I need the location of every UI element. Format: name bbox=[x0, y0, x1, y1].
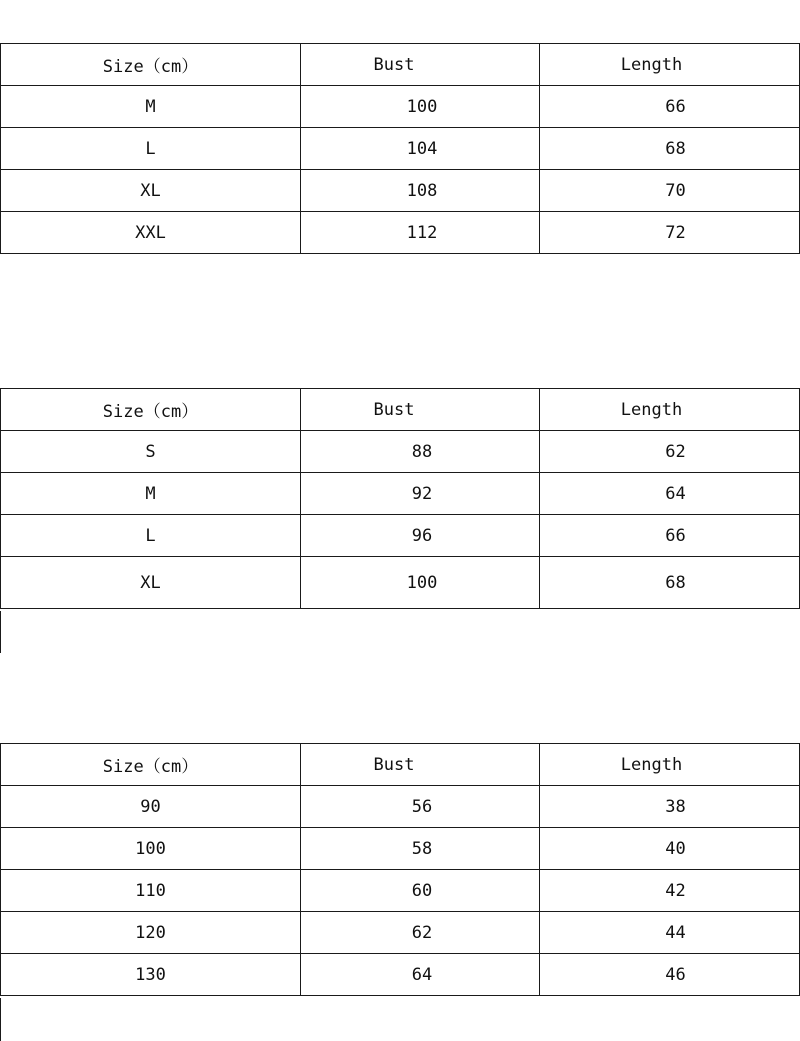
header-size bbox=[1, 389, 301, 431]
bust-cell bbox=[301, 515, 540, 557]
bust-value: 60 bbox=[411, 880, 433, 901]
table-header-row bbox=[1, 44, 800, 86]
length-cell bbox=[540, 786, 800, 828]
size-cell bbox=[1, 431, 301, 473]
size-cell bbox=[1, 954, 301, 996]
length-value: 40 bbox=[665, 838, 686, 859]
length-value: 44 bbox=[665, 922, 686, 943]
table-row bbox=[1, 828, 800, 870]
table-row bbox=[1, 515, 800, 557]
header-size-label: Size（cm） bbox=[102, 57, 199, 77]
header-length bbox=[540, 44, 800, 86]
table-row bbox=[1, 557, 800, 609]
length-cell bbox=[540, 86, 800, 128]
bust-value: 56 bbox=[411, 796, 433, 817]
length-value: 68 bbox=[665, 572, 686, 593]
header-length-label: Length bbox=[620, 54, 683, 75]
length-value: 66 bbox=[665, 525, 686, 546]
header-length-label: Length bbox=[620, 754, 683, 775]
length-value: 64 bbox=[665, 483, 686, 504]
bust-value: 92 bbox=[411, 483, 433, 504]
header-bust-label: Bust bbox=[373, 754, 415, 775]
size-cell bbox=[1, 86, 301, 128]
header-length bbox=[540, 389, 800, 431]
bust-cell bbox=[301, 473, 540, 515]
length-value: 46 bbox=[665, 964, 686, 985]
bust-value: 112 bbox=[406, 222, 438, 243]
table-row bbox=[1, 473, 800, 515]
size-cell bbox=[1, 128, 301, 170]
length-cell bbox=[540, 473, 800, 515]
length-cell bbox=[540, 870, 800, 912]
size-value: XXL bbox=[135, 222, 166, 243]
length-value: 68 bbox=[665, 138, 686, 159]
bust-cell bbox=[301, 431, 540, 473]
size-cell bbox=[1, 870, 301, 912]
bust-cell bbox=[301, 912, 540, 954]
table-edge-divider bbox=[0, 998, 1, 1041]
bust-cell bbox=[301, 170, 540, 212]
length-cell bbox=[540, 515, 800, 557]
size-value: M bbox=[145, 96, 156, 117]
bust-value: 104 bbox=[406, 138, 438, 159]
header-size bbox=[1, 44, 301, 86]
bust-cell bbox=[301, 786, 540, 828]
header-size-label: Size（cm） bbox=[102, 402, 199, 422]
bust-value: 62 bbox=[411, 922, 433, 943]
size-cell bbox=[1, 473, 301, 515]
size-cell bbox=[1, 912, 301, 954]
size-value: XL bbox=[140, 180, 161, 201]
size-cell bbox=[1, 170, 301, 212]
length-cell bbox=[540, 828, 800, 870]
size-value: XL bbox=[140, 572, 161, 593]
size-value: M bbox=[145, 483, 156, 504]
header-bust bbox=[301, 44, 540, 86]
size-value: 100 bbox=[135, 838, 166, 859]
bust-value: 64 bbox=[411, 964, 433, 985]
header-size-label: Size（cm） bbox=[102, 757, 199, 777]
size-value: L bbox=[145, 525, 156, 546]
bust-cell bbox=[301, 557, 540, 609]
header-bust bbox=[301, 744, 540, 786]
bust-cell bbox=[301, 128, 540, 170]
bust-value: 58 bbox=[411, 838, 433, 859]
table-row bbox=[1, 912, 800, 954]
size-value: L bbox=[145, 138, 156, 159]
size-cell bbox=[1, 557, 301, 609]
length-value: 42 bbox=[665, 880, 686, 901]
length-cell bbox=[540, 170, 800, 212]
size-chart-table-2 bbox=[0, 388, 800, 609]
length-cell bbox=[540, 912, 800, 954]
bust-value: 88 bbox=[411, 441, 433, 462]
length-value: 66 bbox=[665, 96, 686, 117]
header-bust-label: Bust bbox=[373, 54, 415, 75]
bust-cell bbox=[301, 212, 540, 254]
table-header-row bbox=[1, 744, 800, 786]
bust-value: 108 bbox=[406, 180, 438, 201]
size-value: 120 bbox=[135, 922, 166, 943]
bust-cell bbox=[301, 86, 540, 128]
bust-value: 100 bbox=[406, 572, 438, 593]
size-value: S bbox=[145, 441, 156, 462]
table-edge-divider bbox=[0, 611, 1, 653]
size-value: 90 bbox=[140, 796, 161, 817]
length-cell bbox=[540, 212, 800, 254]
bust-cell bbox=[301, 828, 540, 870]
table-row bbox=[1, 128, 800, 170]
length-value: 70 bbox=[665, 180, 686, 201]
size-chart-table-1 bbox=[0, 43, 800, 254]
size-cell bbox=[1, 828, 301, 870]
table-row bbox=[1, 170, 800, 212]
bust-value: 96 bbox=[411, 525, 433, 546]
table-row bbox=[1, 431, 800, 473]
length-value: 62 bbox=[665, 441, 686, 462]
table-row bbox=[1, 954, 800, 996]
length-cell bbox=[540, 954, 800, 996]
bust-value: 100 bbox=[406, 96, 438, 117]
table-row bbox=[1, 212, 800, 254]
table-row bbox=[1, 786, 800, 828]
bust-cell bbox=[301, 870, 540, 912]
header-length-label: Length bbox=[620, 399, 683, 420]
length-cell bbox=[540, 557, 800, 609]
size-cell bbox=[1, 786, 301, 828]
length-cell bbox=[540, 431, 800, 473]
header-bust bbox=[301, 389, 540, 431]
table-row bbox=[1, 86, 800, 128]
size-cell bbox=[1, 515, 301, 557]
header-size bbox=[1, 744, 301, 786]
table-row bbox=[1, 870, 800, 912]
length-cell bbox=[540, 128, 800, 170]
header-bust-label: Bust bbox=[373, 399, 415, 420]
size-value: 110 bbox=[135, 880, 166, 901]
size-cell bbox=[1, 212, 301, 254]
bust-cell bbox=[301, 954, 540, 996]
size-value: 130 bbox=[135, 964, 166, 985]
length-value: 38 bbox=[665, 796, 686, 817]
table-header-row bbox=[1, 389, 800, 431]
length-value: 72 bbox=[665, 222, 686, 243]
size-chart-table-3 bbox=[0, 743, 800, 996]
header-length bbox=[540, 744, 800, 786]
